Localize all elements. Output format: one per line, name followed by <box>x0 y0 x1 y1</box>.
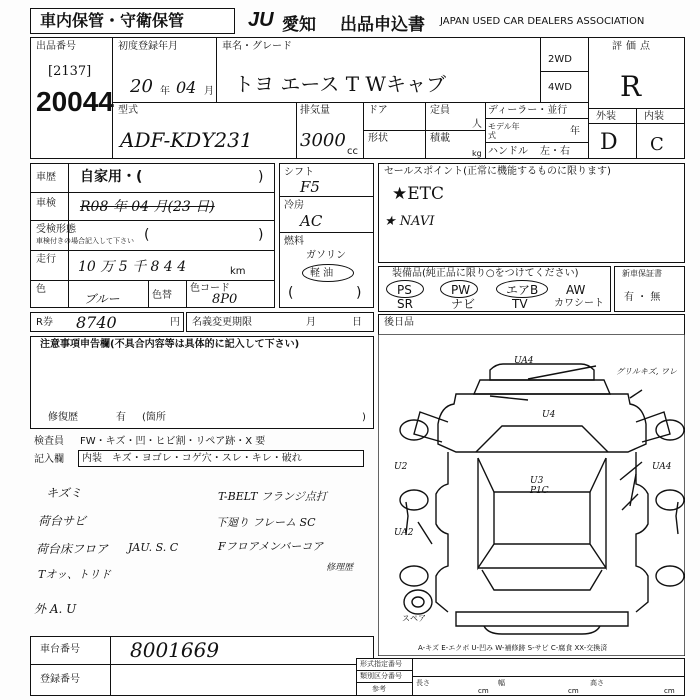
chassis-label: 車台番号 <box>40 644 80 655</box>
recycle-unit: 円 <box>170 317 180 328</box>
ac-value: AC <box>300 212 323 230</box>
interior-value: C <box>650 134 664 155</box>
sales-point-2: ★ NAVI <box>384 214 435 229</box>
tax-day-unit: 日 <box>352 317 362 328</box>
capacity-unit: 人 <box>472 119 482 130</box>
handle-options: 左・右 <box>540 146 570 157</box>
load-label: 積載 <box>430 133 450 144</box>
warranty-value: 有 ・ 無 <box>624 292 661 303</box>
bottom-e-unit: cm <box>568 687 579 695</box>
fuel-option-diesel: 軽 油 <box>310 268 334 279</box>
note-bottom: 外 A. U <box>34 602 77 616</box>
displacement-value: 3000 <box>300 130 346 151</box>
diagram-mark-ua4: UA4 <box>514 356 534 366</box>
note-right-2: 下廻り フレーム SC <box>216 516 316 529</box>
history-value: 自家用・( <box>80 169 143 185</box>
displacement-unit: cc <box>347 146 358 157</box>
storage-title: 車内保管・守衛保管 <box>40 11 185 30</box>
equip-aw: AW <box>566 283 586 297</box>
car-name-label: 車名・グレード <box>222 41 292 52</box>
interior-prefix: 内装 <box>82 453 102 464</box>
car-name-value: トヨ エース T Wキャブ <box>234 72 446 96</box>
receiver-note: 車検付きの場合記入して下さい <box>36 237 134 245</box>
tax-month-unit: 月 <box>306 317 316 328</box>
receiver-close: ) <box>258 227 264 243</box>
doc-title: 出品申込書 <box>340 15 425 34</box>
bottom-d-unit: cm <box>478 687 489 695</box>
rear-label: 後日品 <box>384 317 414 328</box>
mileage-label: 走行 <box>36 254 56 265</box>
inspector-label: 検査員 <box>34 436 64 447</box>
lot-label: 出品番号 <box>36 41 76 52</box>
diagram-mark-u4: U4 <box>542 410 556 420</box>
history-label: 車歴 <box>36 172 56 183</box>
color-change-label: 色替 <box>152 290 172 301</box>
registration-label: 初度登録年月 <box>118 41 178 52</box>
equip-airbag: エアB <box>506 283 539 297</box>
notes-label: 注意事項申告欄(不具合内容等は具体的に記入して下さい) <box>40 339 300 350</box>
sales-point-1: ★ETC <box>392 184 444 204</box>
mileage-value: 10 万 5 千 8 4 4 <box>78 259 187 275</box>
note-left-1: キズミ <box>46 486 82 500</box>
shape-label: 形状 <box>368 133 388 144</box>
note-right-3: Fフロアメンバーコア <box>218 540 324 553</box>
shift-value: F5 <box>300 178 320 196</box>
bottom-a: 形式指定番号 <box>360 660 402 668</box>
note-right-4: 修理歴 <box>326 563 354 573</box>
lot-number: 20044 <box>36 86 114 117</box>
bottom-table <box>356 658 685 696</box>
lot-small-number: [2137] <box>48 64 92 79</box>
interior-label: 内装 <box>644 111 664 122</box>
receiver-label: 受検形態 <box>36 224 76 235</box>
displacement-label: 排気量 <box>300 105 330 116</box>
sales-points-block <box>378 163 685 263</box>
legend-text: A-キズ E-エクボ U-凹み W-補修跡 S-サビ C-腐食 XX-交換済 <box>418 644 608 652</box>
mileage-unit: km <box>230 266 246 277</box>
bottom-f-unit: cm <box>664 687 675 695</box>
equipment-label: 装備品(純正品に限り○をつけてください) <box>392 268 579 279</box>
color-value: ブルー <box>84 292 120 306</box>
inspection-value: R08 年 04 月(23 日) <box>80 199 215 215</box>
org-name: 愛知 <box>282 15 316 34</box>
equip-navi: ナビ <box>451 297 476 311</box>
recycle-value: 8740 <box>76 313 117 332</box>
repair-value: 有 <box>116 412 126 423</box>
note-left-4: Tオッ、トリド <box>38 568 112 581</box>
spare-label: スペア <box>402 614 426 623</box>
load-unit: kg <box>472 149 482 158</box>
exterior-value: D <box>600 130 618 155</box>
note-mid: JAU. S. C <box>128 541 179 554</box>
note-left-3: 荷台床フロア <box>36 542 109 556</box>
fuel-close: ) <box>356 285 362 301</box>
registration-month-unit: 月 <box>204 86 214 97</box>
model-label: 型式 <box>118 105 138 116</box>
note-right-1: T-BELT フランジ点打 <box>218 490 327 503</box>
chassis-value: 8001669 <box>130 638 220 662</box>
bottom-f: 高さ <box>590 679 604 687</box>
bottom-e: 幅 <box>498 679 505 687</box>
handle-label: ハンドル <box>488 146 528 157</box>
registration-year: 20 <box>130 76 153 97</box>
dealer-label: ディーラー・並行 <box>488 105 568 116</box>
registration-year-unit: 年 <box>160 86 170 97</box>
note-left-2: 荷台サビ <box>38 514 87 528</box>
repair-paren: (箇所 <box>142 412 166 423</box>
rear-box <box>378 314 685 334</box>
equip-seat: カワシート <box>554 298 604 309</box>
drive-2wd: 2WD <box>548 54 572 65</box>
ac-label: 冷房 <box>284 200 304 211</box>
grade-label: 評価点 <box>612 41 654 52</box>
registration-month: 04 <box>176 78 197 97</box>
inspector-line1: FW・キズ・凹・ヒビ割・リペア跡・X 要 <box>80 436 266 447</box>
fuel-option-gas: ガソリン <box>306 250 346 261</box>
color-label: 色 <box>36 284 46 295</box>
equip-sr: SR <box>397 297 413 311</box>
tax-label: 名義変更期限 <box>192 317 252 328</box>
inspection-label: 車検 <box>36 198 56 209</box>
doors-label: ドア <box>368 105 388 116</box>
diagram-mark-ua2: UA2 <box>394 528 414 538</box>
bottom-d: 長さ <box>416 679 430 687</box>
model-year-unit: 年 <box>570 126 580 137</box>
fuel-label: 燃料 <box>284 236 304 247</box>
shift-label: シフト <box>284 167 314 178</box>
recycle-label: R券 <box>36 317 53 328</box>
inspector-line2: キズ・ヨゴレ・コゲ穴・スレ・キレ・破れ <box>112 453 302 464</box>
model-year-label: モデル年式 <box>488 122 520 140</box>
exterior-label: 外装 <box>596 111 616 122</box>
grade-value: R <box>620 70 642 103</box>
drive-4wd: 4WD <box>548 82 572 93</box>
diagram-mark-u3: U3 P1C <box>530 476 549 496</box>
equip-pw: PW <box>451 283 471 297</box>
registration-number-label: 登録番号 <box>40 674 80 685</box>
repair-close: ) <box>362 412 366 423</box>
diagram-mark-ua4-side: UA4 <box>652 462 672 472</box>
fuel-paren: ( <box>288 285 294 301</box>
org-english: JAPAN USED CAR DEALERS ASSOCIATION <box>440 16 645 27</box>
diagram-mark-grill: グリルキズ, ワレ <box>616 367 677 376</box>
receiver-paren: ( <box>144 227 150 243</box>
ju-logo: JU <box>248 9 274 31</box>
sales-points-label: セールスポイント(正常に機能するものに限ります) <box>384 166 611 177</box>
model-value: ADF-KDY231 <box>120 128 253 152</box>
repair-label: 修復歴 <box>48 412 78 423</box>
warranty-label: 新車保証書 <box>622 269 662 278</box>
history-close: ) <box>258 169 264 185</box>
entry-label: 記入欄 <box>34 454 64 465</box>
bottom-c: 参考 <box>372 685 386 693</box>
history-block <box>30 163 275 308</box>
equip-tv: TV <box>512 297 528 311</box>
capacity-label: 定員 <box>430 105 450 116</box>
bottom-b: 類別区分番号 <box>360 672 402 680</box>
color-code-value: 8P0 <box>212 292 238 307</box>
equip-ps: PS <box>397 283 412 297</box>
color-code-label: 色コード <box>190 283 230 294</box>
diagram-mark-u2: U2 <box>394 462 408 472</box>
